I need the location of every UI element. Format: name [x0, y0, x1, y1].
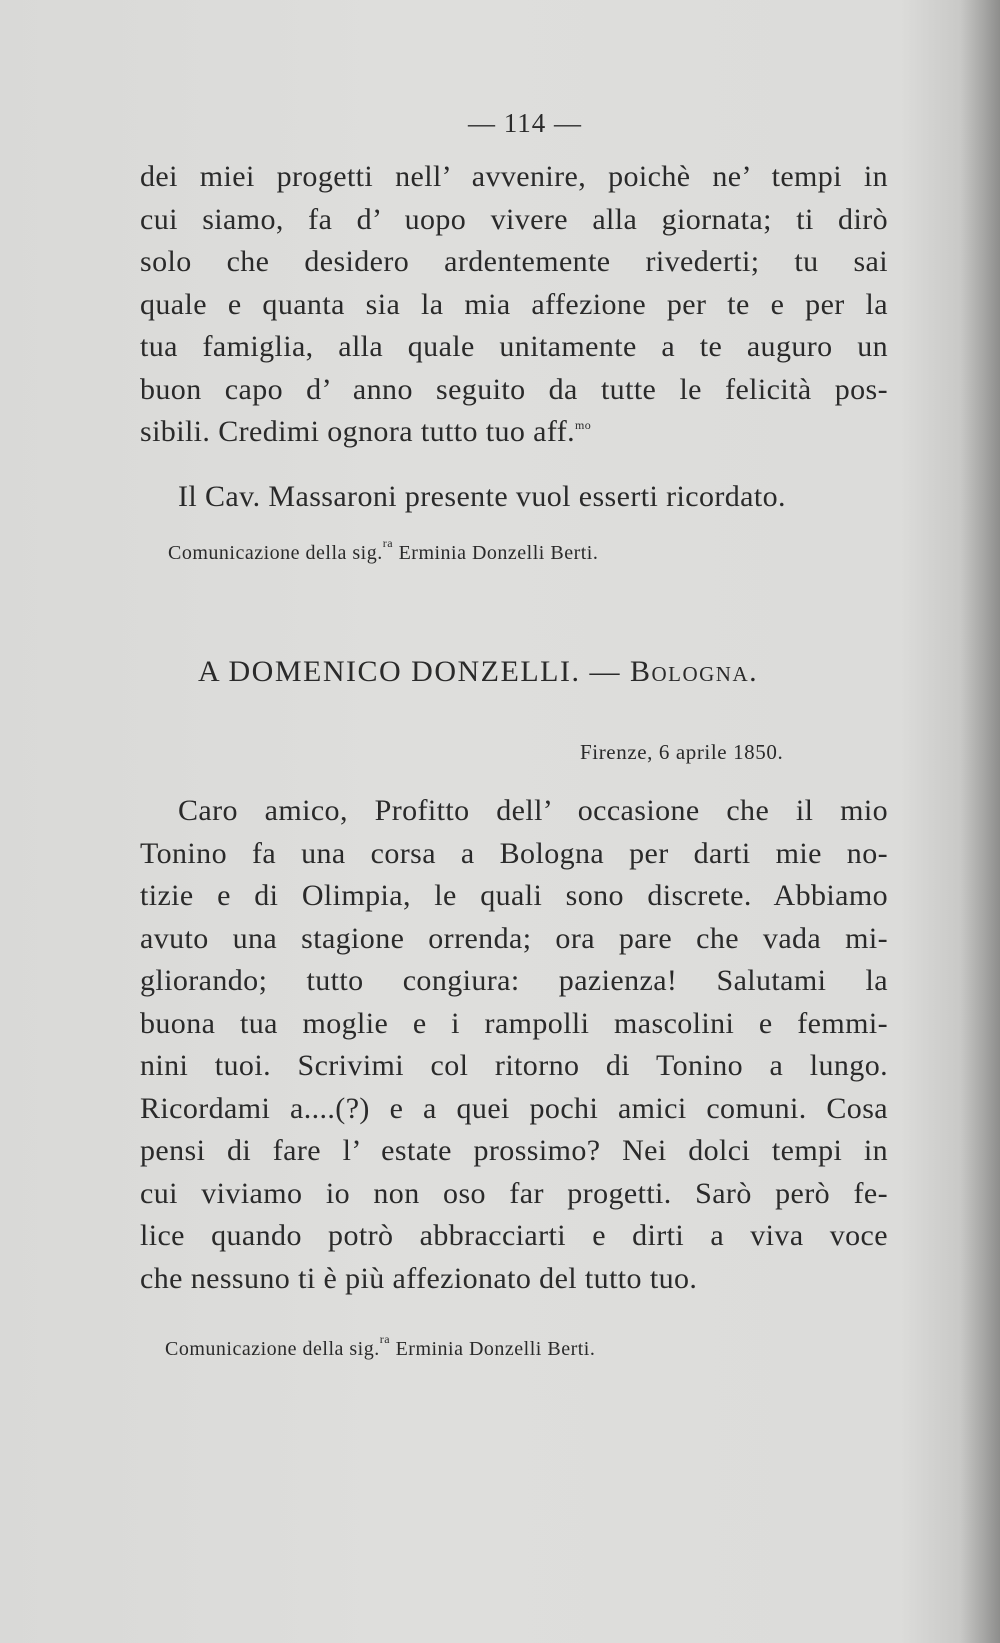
- letter-heading: [198, 655, 758, 689]
- text-line: cui siamo, fa d’ uopo vivere alla giornata; ti dirò: [140, 202, 888, 236]
- note-text: Comunicazione della sig.: [168, 542, 383, 564]
- text-line: Caro amico, Profitto dell’ occasione che il mio: [178, 794, 888, 827]
- text-line: dei miei progetti nell’ avvenire, poichè ne’ tempi in: [140, 160, 888, 193]
- letter1-body: [140, 156, 888, 454]
- note-superscript: ra: [379, 1332, 391, 1346]
- text-line: tua famiglia, alla quale unitamente a te auguro un: [140, 330, 888, 363]
- text-line: buona tua moglie e i rampolli mascolini e femmi-: [140, 1006, 888, 1040]
- letter2-body: [140, 790, 888, 1300]
- text-line: lice quando potrò abbracciarti e dirti a viva voce: [140, 1219, 888, 1252]
- text-line: solo che desidero ardentemente rivederti; tu sai: [140, 245, 888, 278]
- text-line: buon capo d’ anno seguito da tutte le felicità pos-: [140, 372, 888, 406]
- dateline: Firenze, 6 aprile 1850.: [580, 740, 784, 764]
- note-text: Comunicazione della sig.: [165, 1338, 380, 1360]
- note-superscript: ra: [382, 536, 394, 550]
- heading-addressee: A DOMENICO DONZELLI. —: [198, 655, 621, 688]
- text-line: che nessuno ti è più affezionato del tutto tuo.: [140, 1261, 698, 1295]
- text-line: avuto una stagione orrenda; ora pare che vada mi-: [140, 921, 888, 955]
- text-line: tizie e di Olimpia, le quali sono discrete. Abbiamo: [140, 879, 888, 912]
- text-line: quale e quanta sia la mia affezione per te e per la: [140, 287, 888, 321]
- spine-shadow: [960, 0, 1000, 1643]
- closing-text: sibili. Credimi ognora tutto tuo aff.: [140, 415, 576, 448]
- letter1-postscript-block: [140, 476, 888, 519]
- text-line-closing: [140, 411, 888, 454]
- source-note-1: [168, 536, 599, 565]
- text-line: nini tuoi. Scrivimi col ritorno di Tonino a lungo.: [140, 1049, 888, 1082]
- note-text: Erminia Donzelli Berti.: [393, 542, 599, 564]
- page-number: — 114 —: [468, 108, 582, 138]
- text-line: gliorando; tutto congiura: pazienza! Salutami la: [140, 964, 888, 997]
- postscript: Il Cav. Massaroni presente vuol esserti ricordato.: [178, 480, 786, 513]
- text-line: Ricordami a....(?) e a quei pochi amici comuni. Cosa: [140, 1091, 888, 1125]
- closing-superscript: mo: [575, 418, 592, 432]
- text-line: pensi di fare l’ estate prossimo? Nei dolci tempi in: [140, 1134, 888, 1167]
- source-note-2: [165, 1332, 596, 1361]
- note-text: Erminia Donzelli Berti.: [390, 1338, 596, 1360]
- heading-place: Bologna.: [629, 655, 759, 688]
- text-line: cui viviamo io non oso far progetti. Sarò però fe-: [140, 1176, 888, 1210]
- text-line: Tonino fa una corsa a Bologna per darti mie no-: [140, 836, 888, 870]
